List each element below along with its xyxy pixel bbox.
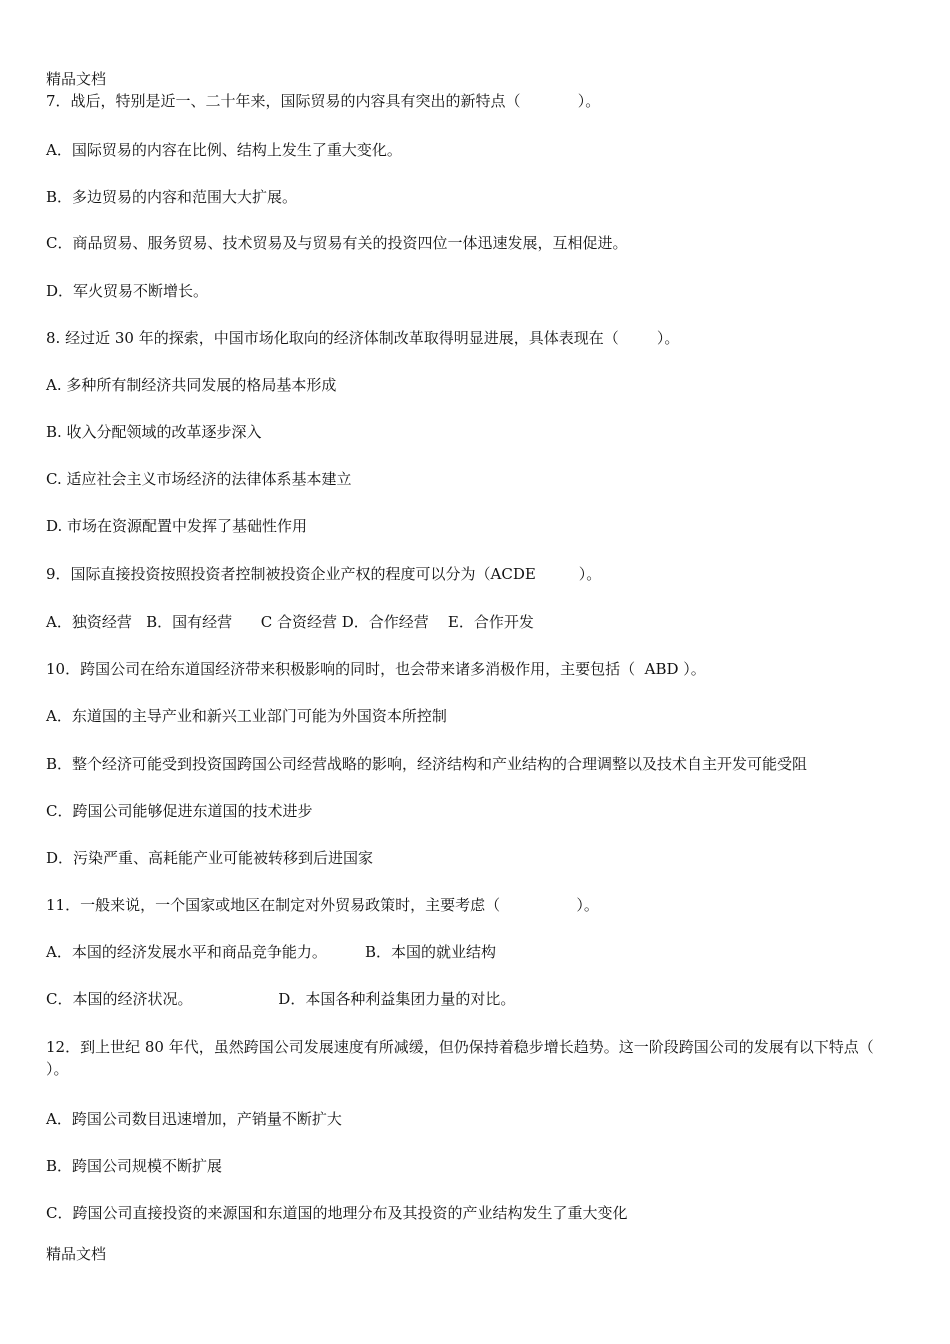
question-7: 7．战后，特别是近一、二十年来，国际贸易的内容具有突出的新特点（ ）。 <box>46 92 601 110</box>
question-12-option-c: C．跨国公司直接投资的来源国和东道国的地理分布及其投资的产业结构发生了重大变化 <box>46 1204 628 1222</box>
question-7-option-b: B．多边贸易的内容和范围大大扩展。 <box>46 188 298 206</box>
question-8-option-a: A. 多种所有制经济共同发展的格局基本形成 <box>46 376 337 394</box>
question-10-option-b: B．整个经济可能受到投资国跨国公司经营战略的影响，经济结构和产业结构的合理调整以及技术自主开发可能受阻 <box>46 755 808 773</box>
question-8-option-d: D. 市场在资源配置中发挥了基础性作用 <box>46 517 308 535</box>
question-9-options: A．独资经营 B．国有经营 C 合资经营 D．合作经营 E．合作开发 <box>46 613 534 631</box>
question-10-option-c: C．跨国公司能够促进东道国的技术进步 <box>46 802 313 820</box>
question-8-option-b: B. 收入分配领域的改革逐步深入 <box>46 423 262 441</box>
question-11-options-cd: C．本国的经济状况。 D．本国各种利益集团力量的对比。 <box>46 990 516 1008</box>
question-12-option-a: A．跨国公司数目迅速增加，产销量不断扩大 <box>46 1110 342 1128</box>
page-header: 精品文档 <box>46 70 107 88</box>
question-10-option-a: A．东道国的主导产业和新兴工业部门可能为外国资本所控制 <box>46 707 447 725</box>
question-8-option-c: C. 适应社会主义市场经济的法律体系基本建立 <box>46 470 352 488</box>
question-7-option-a: A．国际贸易的内容在比例、结构上发生了重大变化。 <box>46 141 402 159</box>
question-7-option-c: C．商品贸易、服务贸易、技术贸易及与贸易有关的投资四位一体迅速发展，互相促进。 <box>46 234 628 252</box>
question-11: 11．一般来说，一个国家或地区在制定对外贸易政策时，主要考虑（ ）。 <box>46 896 599 914</box>
question-12: 12．到上世纪 80 年代，虽然跨国公司发展速度有所减缓，但仍保持着稳步增长趋势。这一阶段跨国公司的发展有以下特点（ ）。 <box>46 1038 931 1078</box>
question-10-option-d: D．污染严重、高耗能产业可能被转移到后进国家 <box>46 849 374 867</box>
question-7-option-d: D．军火贸易不断增长。 <box>46 282 209 300</box>
question-8: 8. 经过近 30 年的探索，中国市场化取向的经济体制改革取得明显进展，具体表现在（ ）。 <box>46 329 680 347</box>
question-10: 10．跨国公司在给东道国经济带来积极影响的同时，也会带来诸多消极作用，主要包括（ ABD ）。 <box>46 660 706 678</box>
page-footer: 精品文档 <box>46 1245 107 1263</box>
question-12-option-b: B．跨国公司规模不断扩展 <box>46 1157 223 1175</box>
question-11-options-ab: A．本国的经济发展水平和商品竞争能力。 B．本国的就业结构 <box>46 943 497 961</box>
question-9: 9．国际直接投资按照投资者控制被投资企业产权的程度可以分为（ACDE ）。 <box>46 565 602 583</box>
